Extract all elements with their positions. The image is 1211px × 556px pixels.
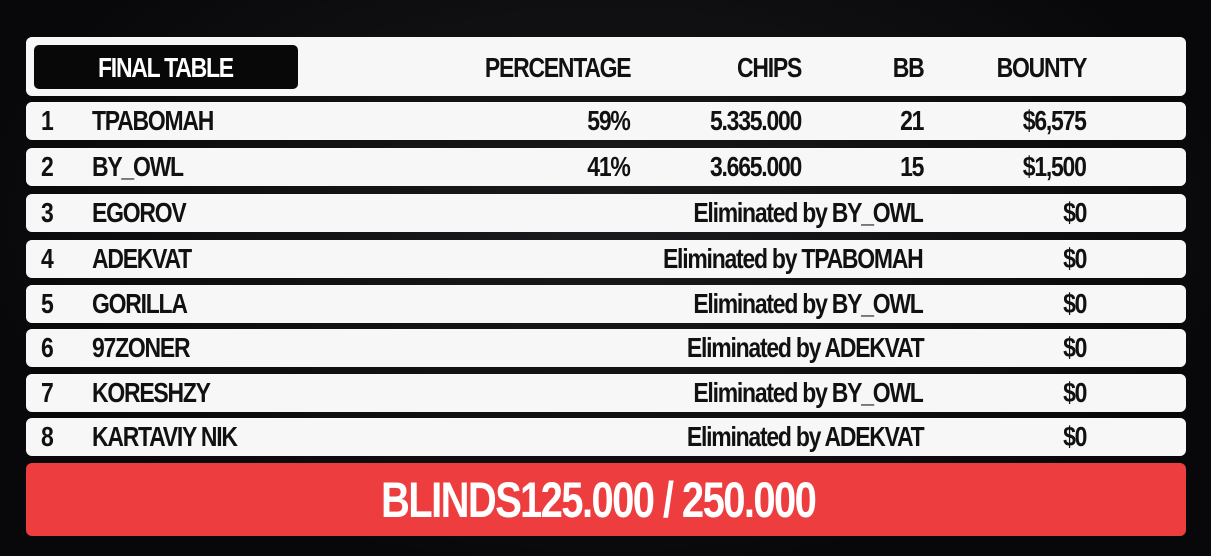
player-row-2 xyxy=(26,148,1186,186)
player-name: TPABOMAH xyxy=(92,105,214,136)
player-bounty: $6,575 xyxy=(1023,105,1086,136)
player-bounty: $0 xyxy=(1062,332,1086,363)
table-header xyxy=(26,37,1186,96)
player-elimination-status: Eliminated by ADEKVAT xyxy=(686,332,923,363)
header-chips: CHIPS xyxy=(736,52,801,83)
player-percentage: 59% xyxy=(587,105,630,136)
player-elimination-status: Eliminated by ADEKVAT xyxy=(686,421,923,452)
header-percentage: PERCENTAGE xyxy=(484,52,630,83)
player-name: ADEKVAT xyxy=(92,243,191,274)
header-bounty: BOUNTY xyxy=(996,52,1086,83)
player-row-5 xyxy=(26,285,1186,323)
player-elimination-status: Eliminated by BY_OWL xyxy=(693,288,923,319)
player-rank: 5 xyxy=(41,288,53,319)
player-bounty: $1,500 xyxy=(1023,151,1086,182)
player-row-4 xyxy=(26,240,1186,278)
player-elimination-status: Eliminated by BY_OWL xyxy=(693,377,923,408)
blinds-bar xyxy=(26,463,1186,536)
player-rank: 8 xyxy=(41,421,53,452)
player-rank: 3 xyxy=(41,197,53,228)
player-bb: 21 xyxy=(899,105,923,136)
player-rank: 1 xyxy=(41,105,53,136)
player-chips: 5.335.000 xyxy=(709,105,801,136)
player-row-8 xyxy=(26,418,1186,456)
player-rank: 7 xyxy=(41,377,53,408)
player-bounty: $0 xyxy=(1062,197,1086,228)
player-row-6 xyxy=(26,329,1186,367)
player-percentage: 41% xyxy=(587,151,630,182)
player-name: GORILLA xyxy=(92,288,187,319)
player-bb: 15 xyxy=(899,151,923,182)
player-name: 97ZONER xyxy=(92,332,190,363)
blinds-label: BLINDS xyxy=(381,472,521,528)
player-rank: 6 xyxy=(41,332,53,363)
player-name: KARTAVIY NIK xyxy=(92,421,237,452)
player-name: KORESHZY xyxy=(92,377,210,408)
blinds-value: 125.000 / 250.000 xyxy=(520,472,816,528)
player-name: BY_OWL xyxy=(92,151,183,182)
player-chips: 3.665.000 xyxy=(709,151,801,182)
player-row-7 xyxy=(26,374,1186,412)
player-bounty: $0 xyxy=(1062,288,1086,319)
header-bb: BB xyxy=(892,52,923,83)
player-bounty: $0 xyxy=(1062,377,1086,408)
player-rank: 4 xyxy=(41,243,53,274)
player-bounty: $0 xyxy=(1062,243,1086,274)
player-name: EGOROV xyxy=(92,197,186,228)
player-row-3 xyxy=(26,194,1186,232)
player-elimination-status: Eliminated by TPABOMAH xyxy=(663,243,923,274)
player-rank: 2 xyxy=(41,151,53,182)
player-bounty: $0 xyxy=(1062,421,1086,452)
table-title: FINAL TABLE xyxy=(98,52,233,83)
player-elimination-status: Eliminated by BY_OWL xyxy=(693,197,923,228)
player-row-1 xyxy=(26,102,1186,140)
